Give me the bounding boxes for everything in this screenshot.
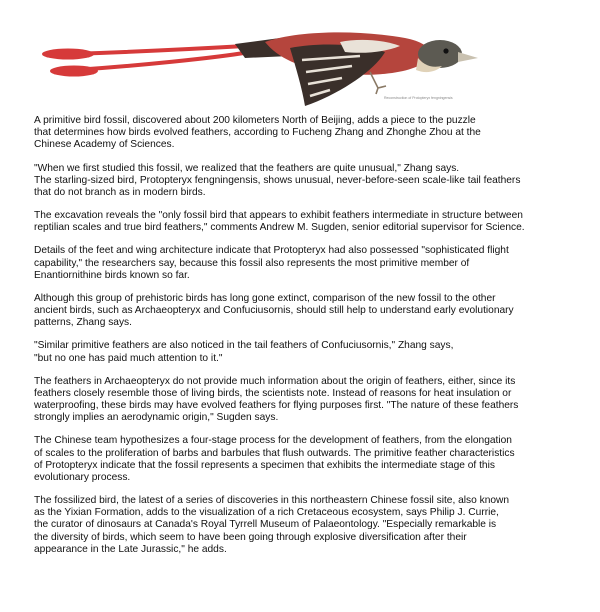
paragraph-line: capability," the researchers say, because this fossil also represents the most primitive member of [34, 257, 470, 269]
paragraph-line: that determines how birds evolved feathers, according to Fucheng Zhang and Zhonghe Zhou at the [34, 127, 481, 139]
paragraph-line: feathers closely resemble those of living birds, the scientists note. Instead of reasons for heat insulation or [34, 387, 512, 399]
article-paragraph [34, 210, 582, 234]
bird-eye [443, 48, 448, 53]
paragraph-line: "Similar primitive feathers are also noticed in the tail feathers of Confuciusornis," Zhang says, [34, 340, 454, 352]
article-paragraph [34, 245, 582, 282]
bird-fossil-icon [40, 8, 480, 108]
paragraph-line: of scales to the proliferation of barbs and barbules that flush outwards. The primitive feather characteristics [34, 447, 515, 459]
paragraph-line: patterns, Zhang says. [34, 317, 132, 329]
paragraph-line: The fossilized bird, the latest of a series of discoveries in this northeastern Chinese fossil site, also known [34, 495, 510, 506]
bird-beak [458, 52, 478, 62]
paragraph-line: "When we first studied this fossil, we realized that the feathers are quite unusual," Zhang says. [34, 162, 460, 174]
tail-streamer-upper [70, 46, 245, 54]
paragraph-line: A primitive bird fossil, discovered about 200 kilometers North of Beijing, adds a piece to the puzzle [34, 115, 476, 126]
paragraph-line: Enantiornithine birds known so far. [34, 269, 190, 281]
bird-illustration [40, 8, 480, 108]
paragraph-line: Details of the feet and wing architecture indicate that Protopteryx had also possessed "sophisticated flight [34, 245, 509, 257]
paragraph-line: The starling-sized bird, Protopteryx fengningensis, shows unusual, never-before-seen scale-like tail feathers [34, 174, 521, 186]
paragraph-line: Chinese Academy of Sciences. [34, 139, 175, 151]
tail-tip-upper [42, 49, 94, 60]
bird-feet [370, 72, 386, 94]
paragraph-line: appearance in the Late Jurassic," he adds. [34, 543, 227, 555]
paragraph-line: The Chinese team hypothesizes a four-stage process for the development of feathers, from the elongation [34, 435, 512, 447]
paragraph-line: waterproofing, these birds may have evolved feathers for flying purposes first. "The nature of these feathers [34, 400, 519, 411]
article-paragraph [34, 376, 582, 425]
paragraph-line: reptilian scales and true bird feathers," comments Andrew M. Sugden, senior editorial supervisor for Science. [34, 222, 525, 234]
article-paragraph [34, 435, 582, 484]
article-paragraph [34, 163, 582, 200]
paragraph-line: the diversity of birds, which seem to have been going through explosive diversification after their [34, 531, 467, 543]
paragraph-line: the curator of dinosaurs at Canada's Royal Tyrrell Museum of Palaeontology. "Especially remarkable is [34, 519, 497, 531]
paragraph-line: Although this group of prehistoric birds has long gone extinct, comparison of the new fossil to the other [34, 292, 496, 304]
article-paragraph [34, 495, 582, 556]
paragraph-line: ancient birds, such as Archaeopteryx and Confuciusornis, should still help to understand early evolutionary [34, 305, 514, 316]
paragraph-line: of Protopteryx indicate that the fossil represents a specimen that exhibits the intermediate stage of this [34, 459, 495, 471]
article-paragraph [34, 293, 582, 330]
paragraph-line: that do not branch as in modern birds. [34, 186, 206, 198]
article-paragraph [34, 340, 582, 364]
paragraph-line: The feathers in Archaeopteryx do not provide much information about the origin of feathers, either, since its [34, 375, 516, 387]
paragraph-line: strongly implies an aerodynamic origin," Sugden says. [34, 412, 279, 424]
paragraph-line: "but no one has paid much attention to it." [34, 352, 223, 364]
tail-tip-lower [50, 66, 98, 77]
paragraph-line: evolutionary process. [34, 471, 131, 483]
article-body [34, 115, 582, 567]
paragraph-line: as the Yixian Formation, adds to the visualization of a rich Cretaceous ecosystem, says Philip J. Currie, [34, 507, 499, 519]
paragraph-line: The excavation reveals the "only fossil bird that appears to exhibit feathers intermediate in structure between [34, 210, 523, 221]
figure-credit: Reconstruction of Protopteryx fengningensis [384, 96, 453, 100]
article-paragraph [34, 115, 582, 152]
